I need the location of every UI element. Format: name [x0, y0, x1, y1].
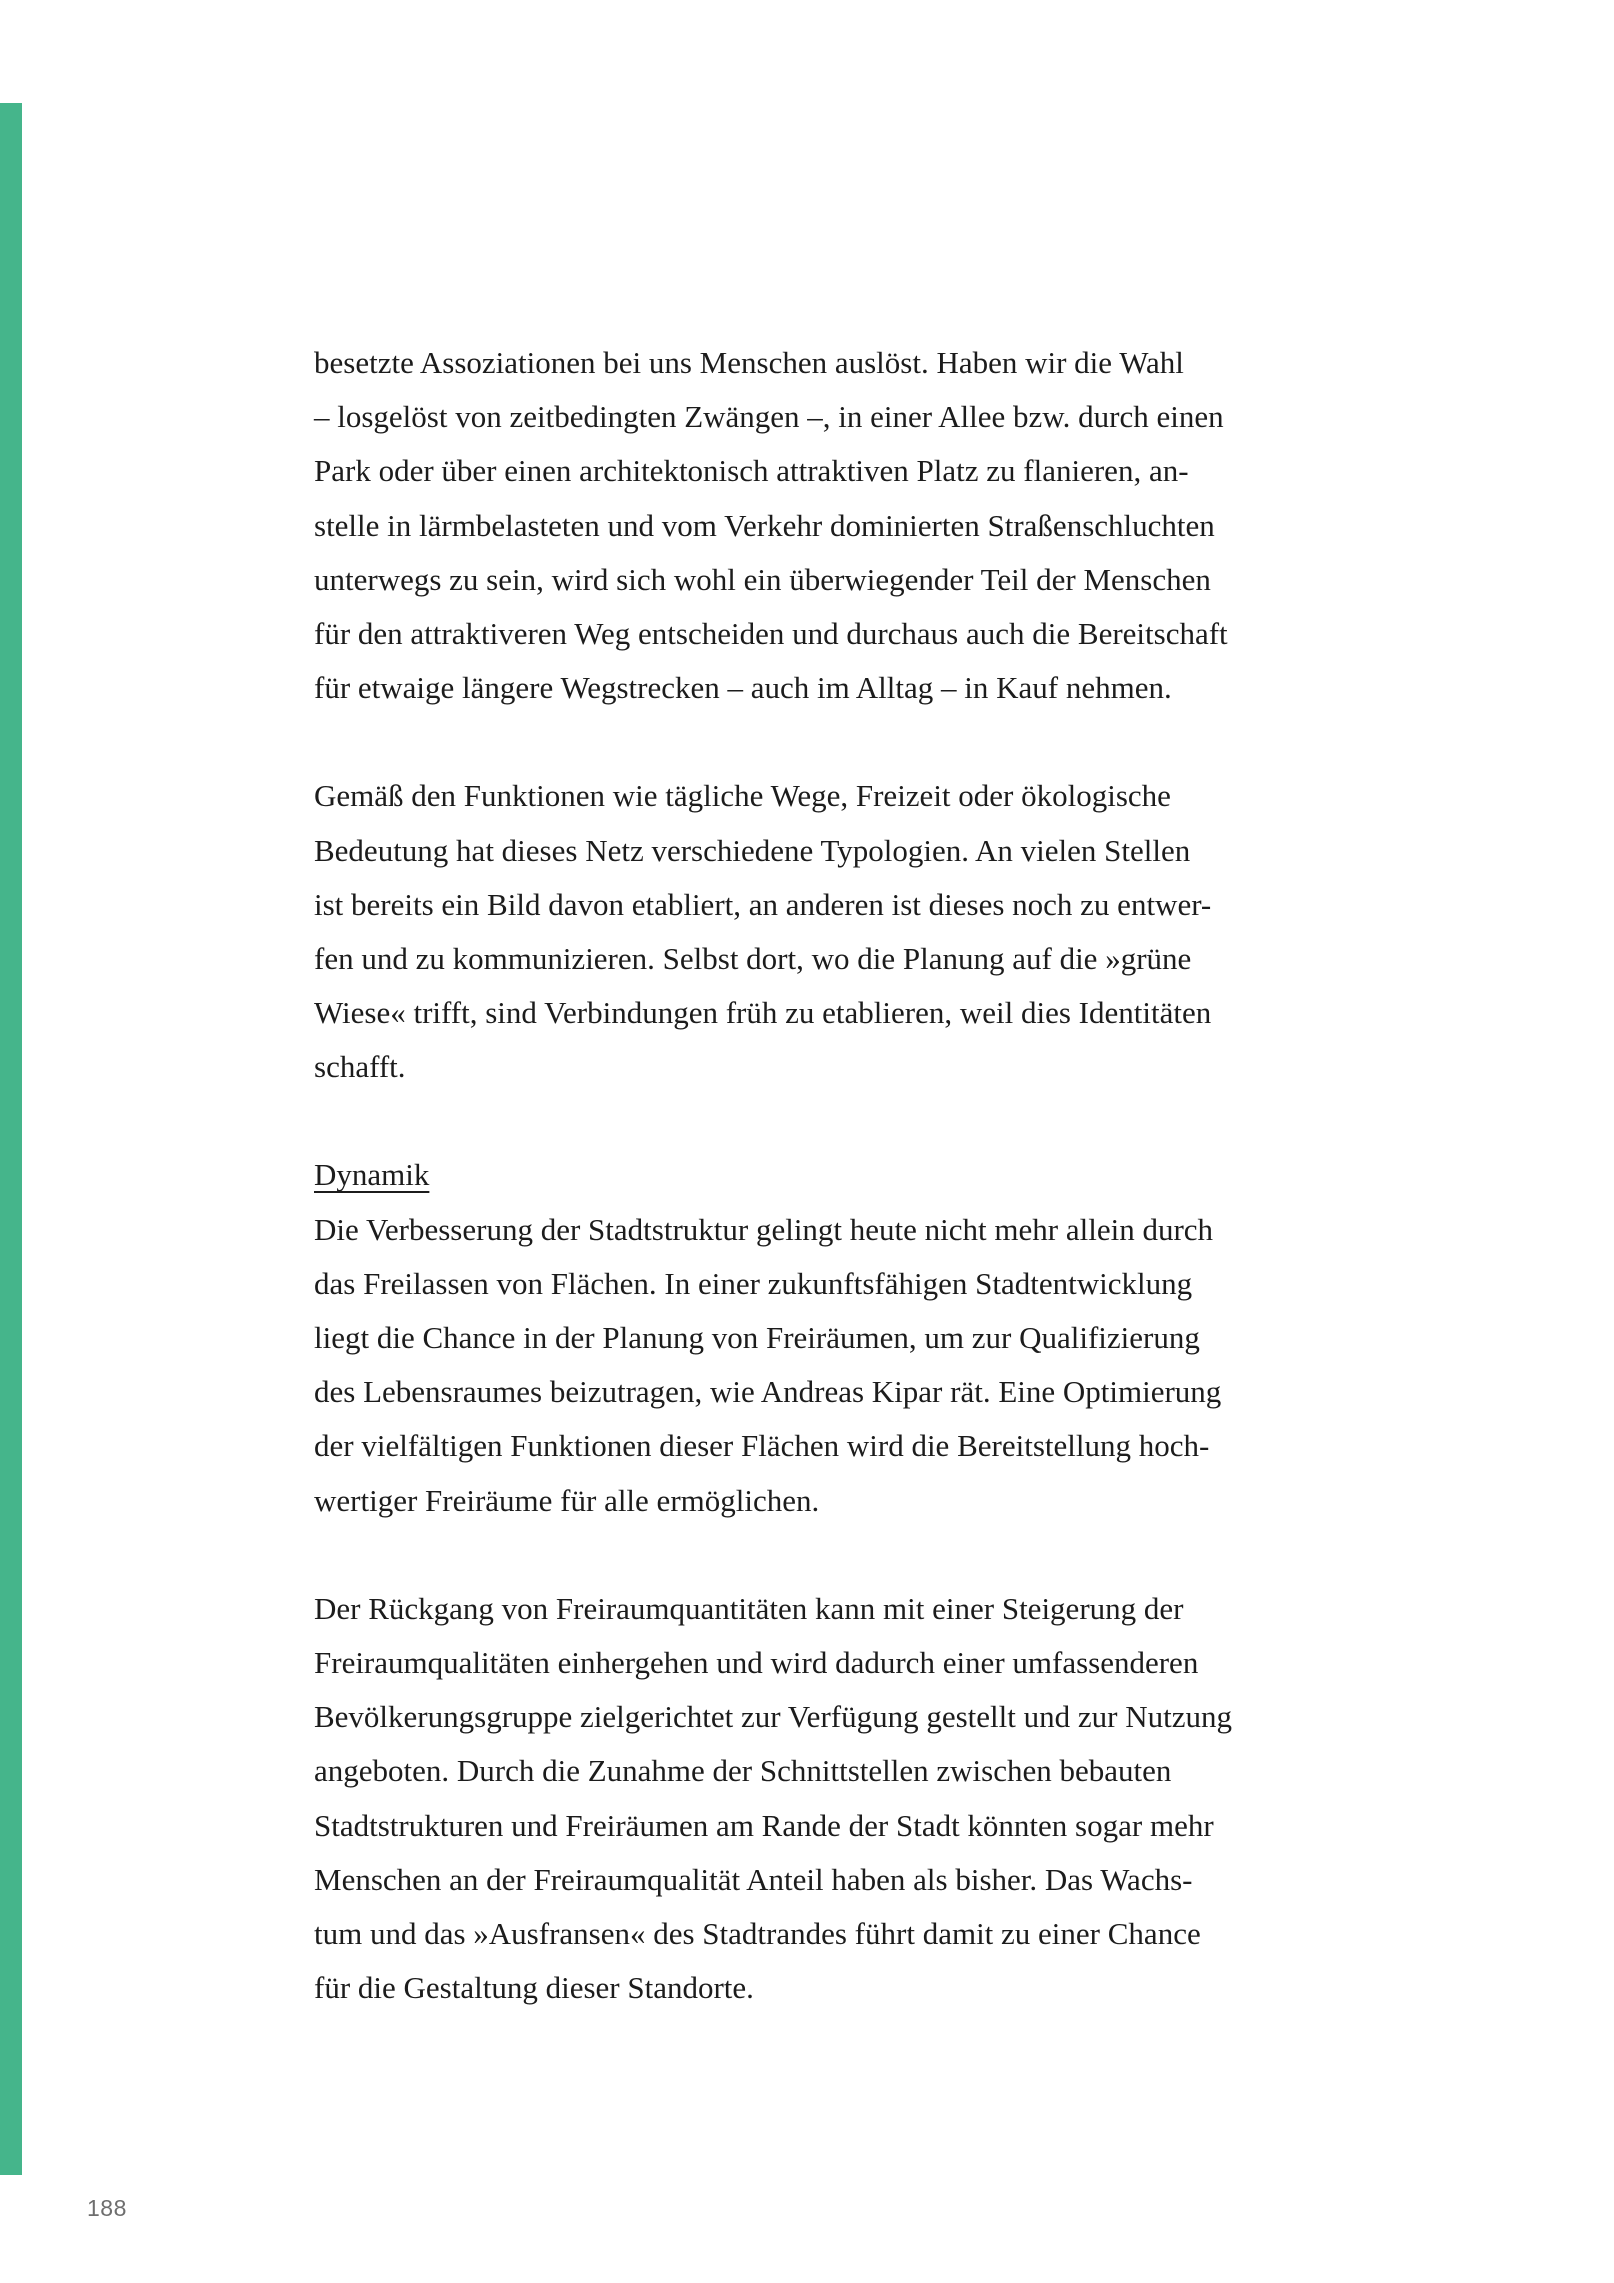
- text-line: angeboten. Durch die Zunahme der Schnittstellen zwischen bebauten: [314, 1753, 1172, 1789]
- paragraph-4: [314, 1582, 1294, 2016]
- text-line: Die Verbesserung der Stadtstruktur gelingt heute nicht mehr allein durch: [314, 1211, 1214, 1247]
- section-heading: Dynamik: [314, 1157, 430, 1193]
- text-line: ist bereits ein Bild davon etabliert, an anderen ist dieses noch zu entwer-: [314, 886, 1212, 922]
- text-line: Stadtstrukturen und Freiräumen am Rande der Stadt könnten sogar mehr: [314, 1807, 1214, 1843]
- text-line: für etwaige längere Wegstrecken – auch im Alltag – in Kauf nehmen.: [314, 670, 1172, 706]
- text-line: für die Gestaltung dieser Standorte.: [314, 1970, 754, 2006]
- text-line: das Freilassen von Flächen. In einer zukunftsfähigen Stadtentwicklung: [314, 1265, 1193, 1301]
- text-line: liegt die Chance in der Planung von Freiräumen, um zur Qualifizierung: [314, 1320, 1200, 1355]
- text-line: Bedeutung hat dieses Netz verschiedene Typologien. An vielen Stellen: [314, 832, 1191, 868]
- text-line: Bevölkerungsgruppe zielgerichtet zur Verfügung gestellt und zur Nutzung: [314, 1699, 1232, 1735]
- text-line: für den attraktiveren Weg entscheiden und durchaus auch die Bereitschaft: [314, 615, 1228, 651]
- text-line: der vielfältigen Funktionen dieser Flächen wird die Bereitstellung hoch-: [314, 1428, 1210, 1464]
- text-line: Der Rückgang von Freiraumquantitäten kann mit einer Steigerung der: [314, 1590, 1184, 1626]
- paragraph-1: [314, 336, 1294, 715]
- text-line: Gemäß den Funktionen wie tägliche Wege, Freizeit oder ökologische: [314, 778, 1171, 814]
- text-line: tum und das »Ausfransen« des Stadtrandes führt damit zu einer Chance: [314, 1915, 1201, 1951]
- text-line: Freiraumqualitäten einhergehen und wird dadurch einer umfassenderen: [314, 1644, 1199, 1680]
- text-line: des Lebensraumes beizutragen, wie Andreas Kipar rät. Eine Optimierung: [314, 1374, 1222, 1410]
- text-line: Menschen an der Freiraumqualität Anteil haben als bisher. Das Wachs-: [314, 1861, 1193, 1897]
- page-number: 188: [87, 2195, 127, 2221]
- page-accent-bar: [0, 103, 22, 2175]
- body-text: [314, 336, 1294, 2015]
- text-line: wertiger Freiräume für alle ermöglichen.: [314, 1482, 820, 1518]
- text-line: fen und zu kommunizieren. Selbst dort, wo die Planung auf die »grüne: [314, 940, 1192, 976]
- paragraph-2: [314, 769, 1294, 1094]
- text-line: Wiese« trifft, sind Verbindungen früh zu etablieren, weil dies Identitäten: [314, 995, 1212, 1031]
- text-line: – losgelöst von zeitbedingten Zwängen –, in einer Allee bzw. durch einen: [314, 399, 1224, 435]
- paragraph-3: [314, 1148, 1294, 1527]
- text-line: unterwegs zu sein, wird sich wohl ein überwiegender Teil der Menschen: [314, 561, 1211, 597]
- text-line: Park oder über einen architektonisch attraktiven Platz zu flanieren, an-: [314, 453, 1189, 489]
- text-line: besetzte Assoziationen bei uns Menschen auslöst. Haben wir die Wahl: [314, 345, 1184, 380]
- text-line: stelle in lärmbelasteten und vom Verkehr dominierten Straßenschluchten: [314, 507, 1215, 543]
- text-line: schafft.: [314, 1049, 406, 1085]
